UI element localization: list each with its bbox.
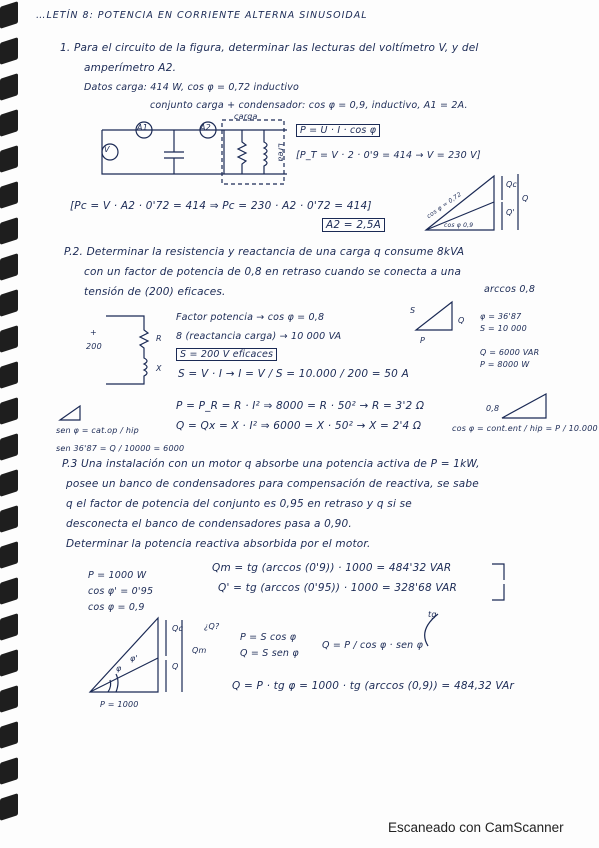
binding-hole [0,541,18,569]
binding-hole [0,577,18,605]
p1-fig-a2-label: A2 [200,123,211,132]
p1-formula-load: [Pc = V · A2 · 0'72 = 414 ⇒ Pc = 230 · A2 · 0'72 = 414] [70,200,372,212]
p2-work-current: S = V · I → I = V / S = 10.000 / 200 = 50 A [178,368,409,380]
p2-trig-sine: sen φ = cat.op / hip [56,426,139,435]
p3-fig-qm: Qm [192,646,207,655]
binding-hole [0,469,18,497]
p3-fig-qc: Qc [172,624,184,633]
p3-fig-q: Q [172,662,179,671]
p2-fig-x-label: X [156,364,162,373]
p1-tri-qc-label: Qc [506,180,518,189]
binding-hole [0,325,18,353]
p3-data-p: P = 1000 W [88,570,147,581]
p2-tri-p-label: P [420,336,426,345]
p2-work-reactance: Q = Qx = X · I² ⇒ 6000 = X · 50² → X = 2'4 Ω [176,420,422,432]
p3-tg-arrow [416,610,446,650]
p3-eq-tg-note: tg [428,610,437,619]
p3-statement-line: Determinar la potencia reactiva absorbida por el motor. [66,538,371,550]
p2-statement-line: P.2. Determinar la resistencia y reactancia de una carga q consume 8kVA [64,246,465,258]
p2-small-triangle [58,404,86,422]
p2-fig-plus: + [90,328,97,337]
p2-work-line: 8 (reactancia carga) → 10 000 VA [176,331,342,342]
spiral-binding [0,0,30,848]
p2-work-line: Factor potencia → cos φ = 0,8 [176,312,325,323]
p1-fig-coil-label: Lrea [276,143,286,162]
p2-small-triangle-right [500,392,550,420]
p1-formula-voltage: [P_T = V · 2 · 0'9 = 414 → V = 230 V] [296,150,481,161]
p2-work-line: S = 200 V eficaces [176,348,277,361]
binding-hole [0,397,18,425]
p1-data-line: Datos carga: 414 W, cos φ = 0,72 inductivo [84,82,300,93]
p2-statement-line: con un factor de potencia de 0,8 en retraso cuando se conecta a una [84,266,462,278]
p2-circuit-diagram [100,310,160,390]
p1-fig-a1-label: A1 [137,123,148,132]
p1-formula-power: P = U · I · cos φ [296,124,380,137]
p2-result-s: S = 10 000 [480,324,527,333]
p3-data-cos: cos φ = 0,9 [88,602,145,613]
p3-fig-phi1: φ' [130,654,138,663]
binding-hole [0,37,18,65]
p3-statement-line: desconecta el banco de condensadores pasa a 0,90. [66,518,352,530]
binding-hole [0,109,18,137]
p1-tri-angle-b: cos φ 0,9 [444,222,474,229]
p3-statement-line: q el factor de potencia del conjunto es 0,95 en retraso y q si se [66,498,412,510]
binding-hole [0,721,18,749]
binding-hole [0,73,18,101]
binding-hole [0,685,18,713]
binding-hole [0,361,18,389]
binding-hole [0,253,18,281]
p2-trig-cosine: cos φ = cont.ent / hip = P / 10.000 [452,424,598,433]
p1-tri-q1-label: Q' [506,208,515,217]
p1-fig-load-label: carga [234,112,258,121]
scanner-watermark: Escaneado con CamScanner [388,820,564,835]
binding-hole [0,433,18,461]
p1-statement-line: amperímetro A2. [84,62,177,74]
binding-hole [0,145,18,173]
p2-trig-cos-value: 0,8 [486,404,500,413]
p1-fig-voltmeter-label: V [104,145,110,154]
p3-eq-qm: Qm = tg (arccos (0'9)) · 1000 = 484'32 VAR [212,562,452,574]
p2-result-arccos: arccos 0,8 [484,284,536,295]
binding-hole [0,649,18,677]
p1-data-line: conjunto carga + condensador: cos φ = 0,9, inductivo, A1 = 2A. [150,100,468,111]
p2-work-resistance: P = P_R = R · I² ⇒ 8000 = R · 50² → R = 3'2 Ω [176,400,425,412]
p1-statement-line: 1. Para el circuito de la figura, determinar las lecturas del voltímetro V, y del [60,42,479,54]
p3-eq-qdiv: Q = P / cos φ · sen φ [322,640,424,651]
binding-hole [0,757,18,785]
binding-hole [0,613,18,641]
p1-tri-q-label: Q [522,194,529,203]
p3-eq-q1: Q' = tg (arccos (0'95)) · 1000 = 328'68 VAR [218,582,457,594]
p2-fig-r-label: R [156,334,162,343]
binding-hole [0,289,18,317]
p2-tri-q-label: Q [458,316,465,325]
binding-hole [0,181,18,209]
p3-fig-p: P = 1000 [100,700,139,709]
p3-statement-line: P.3 Una instalación con un motor q absorbe una potencia activa de P = 1kW, [62,458,480,470]
p2-result-p: P = 8000 W [480,360,530,369]
p3-bracket [490,560,520,604]
binding-hole [0,505,18,533]
p3-data-cos1: cos φ' = 0'95 [88,586,154,597]
binding-hole [0,793,18,821]
p2-fig-voltage: 200 [86,342,102,351]
p2-tri-s-label: S [410,306,416,315]
p2-trig-sine-value: sen 36'87 = Q / 10000 = 6000 [56,444,185,453]
p3-eq-q: Q = S sen φ [240,648,299,659]
p3-eq-result: Q = P · tg φ = 1000 · tg (arccos (0,9)) = 484,32 VAr [232,680,514,692]
p3-eq-p: P = S cos φ [240,632,297,643]
p2-result-q: Q = 6000 VAR [480,348,540,357]
p2-result-angle: φ = 36'87 [480,312,522,321]
binding-hole [0,1,18,29]
p1-result-a2: A2 = 2,5A [322,218,385,232]
p1-circuit-diagram [92,112,302,192]
binding-hole [0,217,18,245]
p3-fig-question: ¿Q? [204,622,220,631]
page-header: …LETÍN 8: POTENCIA EN CORRIENTE ALTERNA SINUSOIDAL [36,10,368,21]
p1-tri-angle-a: cos φ = 0,72 [425,191,463,220]
p3-statement-line: posee un banco de condensadores para compensación de reactiva, se sabe [66,478,479,490]
p2-statement-line: tensión de (200) eficaces. [84,286,226,298]
p3-fig-phi: φ [116,664,122,673]
p2-power-triangle [412,298,460,334]
